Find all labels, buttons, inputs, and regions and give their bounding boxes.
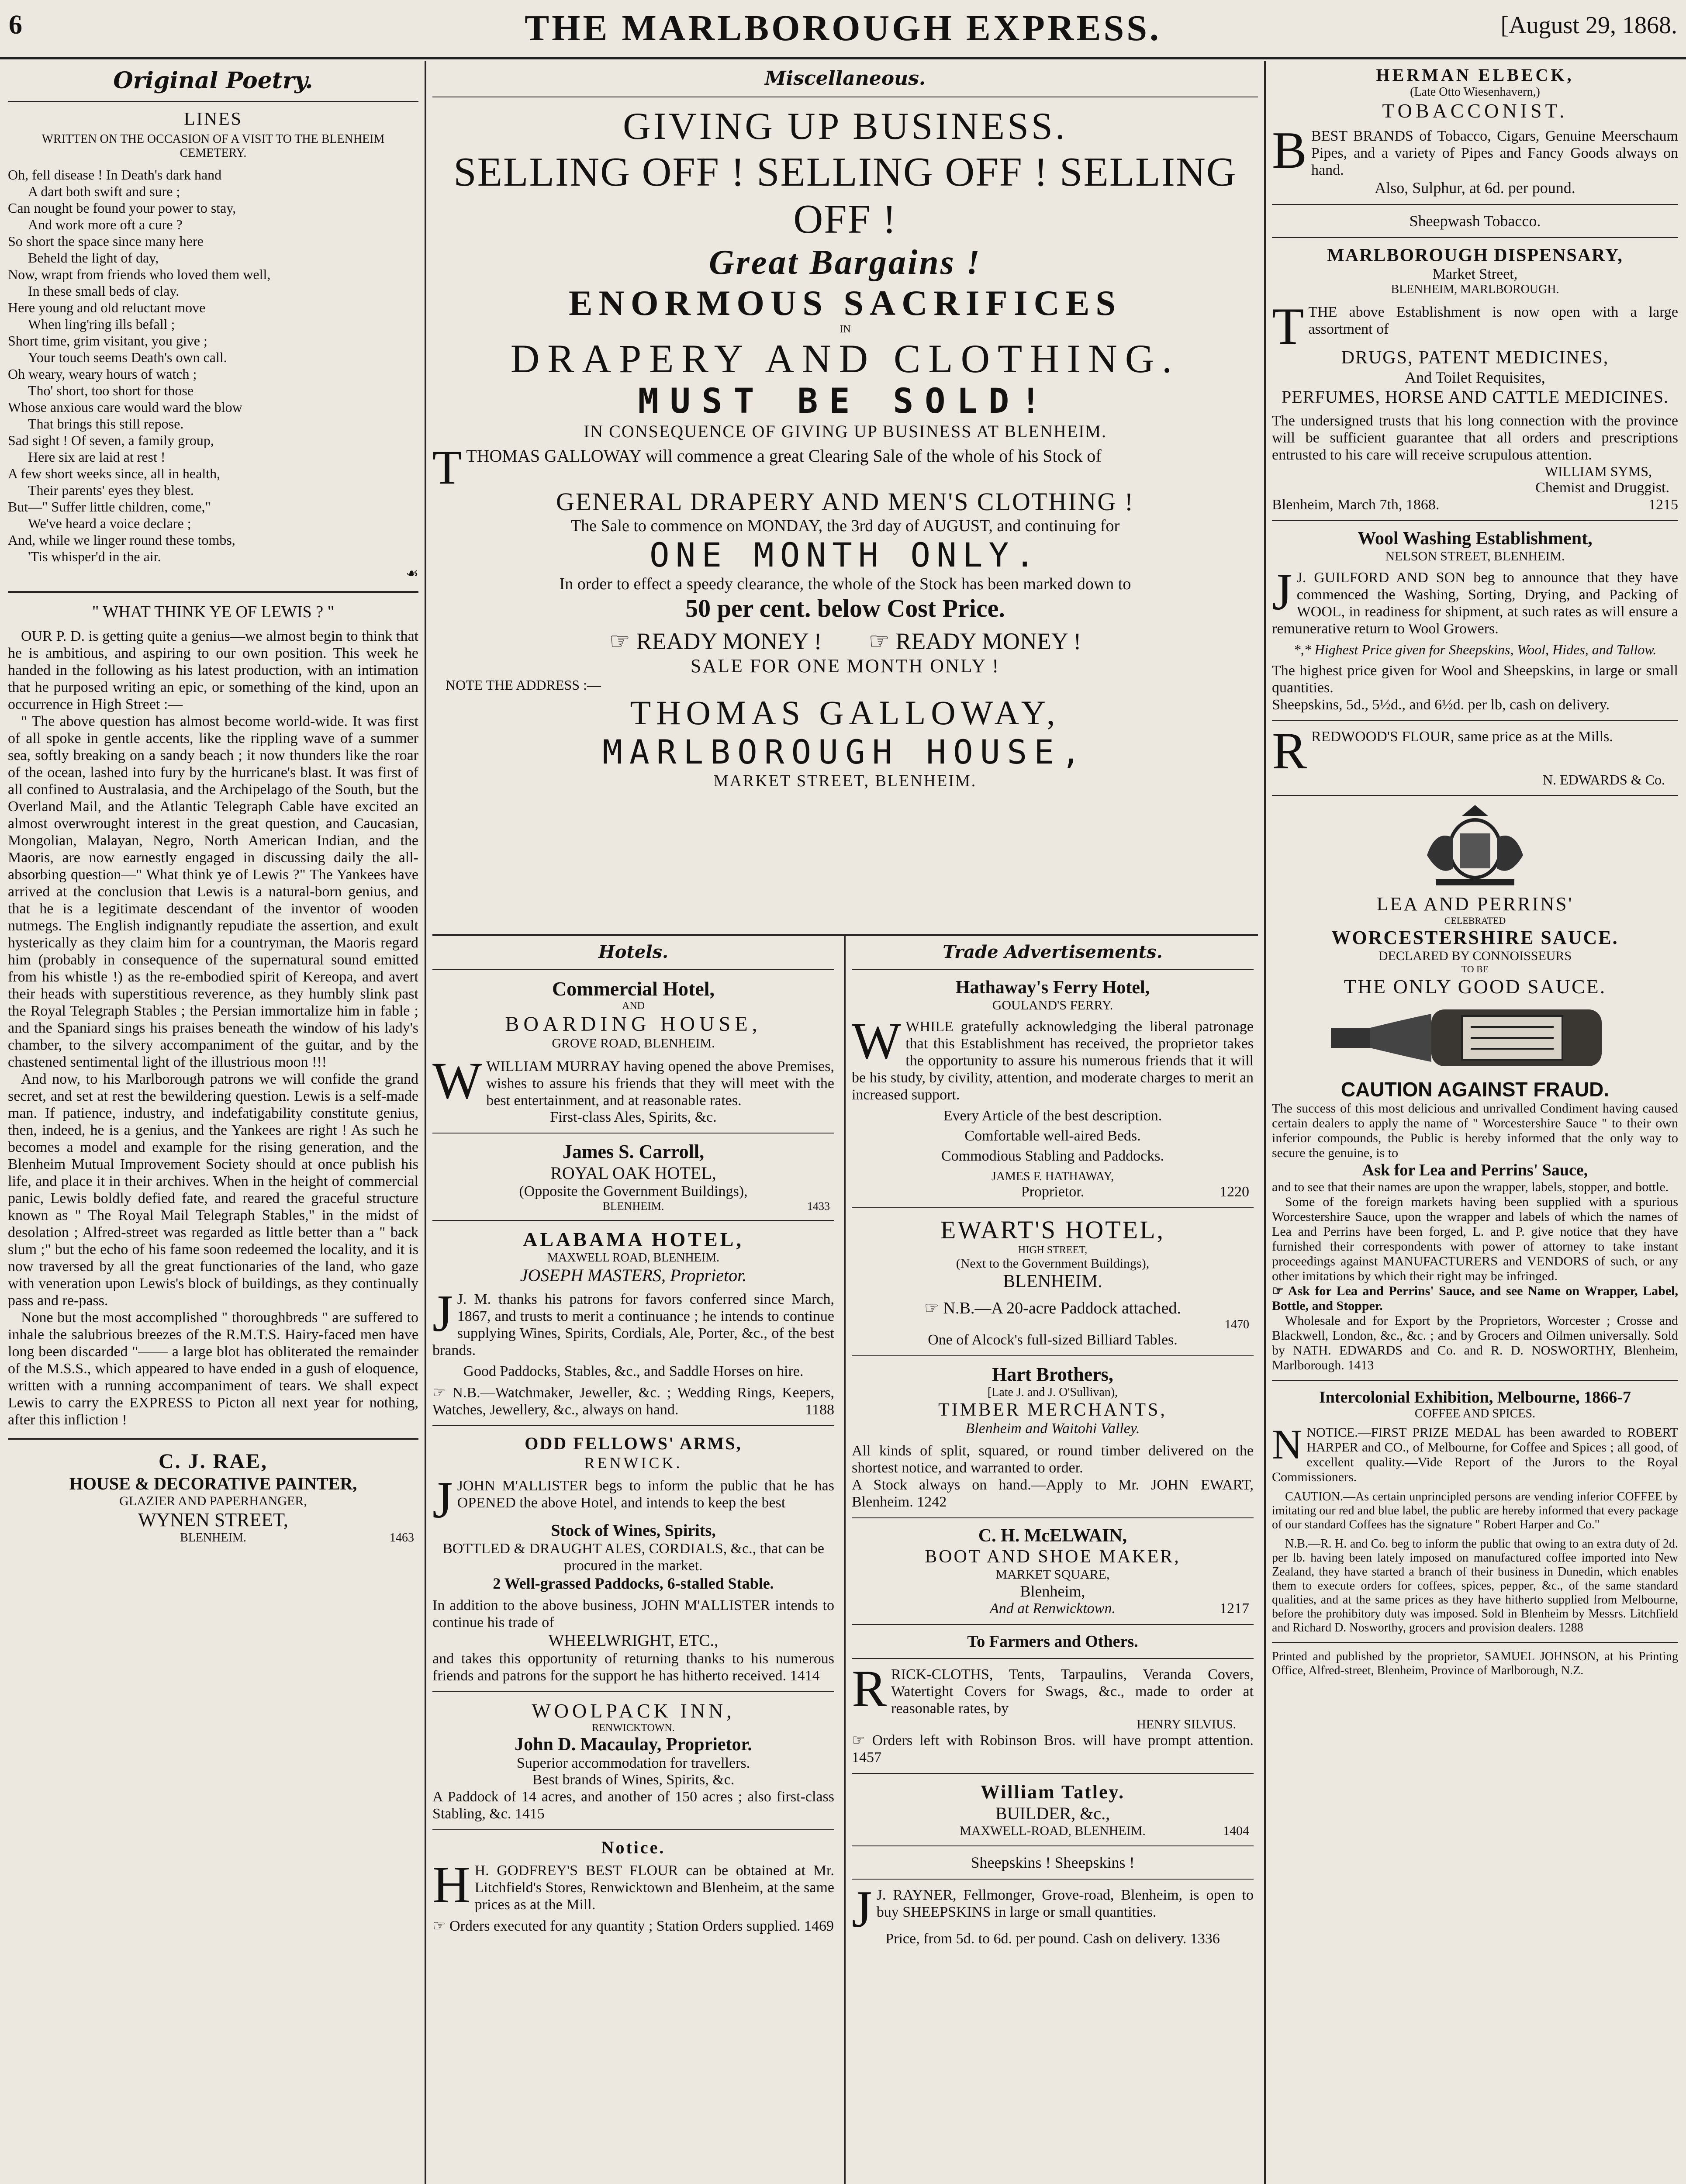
commercial-and: AND	[622, 1000, 645, 1012]
poem-line: A few short weeks since, all in health,	[8, 466, 221, 481]
lea-caution: CAUTION AGAINST FRAUD.	[1341, 1078, 1610, 1101]
divider	[8, 591, 418, 593]
column-2-top	[432, 65, 1258, 934]
hart-stock: A Stock always on hand.—Apply to Mr. JOHN EWART, Blenheim. 1242	[852, 1477, 1254, 1510]
poem-line: A dart both swift and sure ;	[28, 183, 180, 199]
poem-line: Beheld the light of day,	[28, 250, 159, 266]
divider	[432, 1425, 834, 1426]
ewart-st: HIGH STREET,	[1018, 1244, 1088, 1256]
rae-town: BLENHEIM.	[180, 1531, 246, 1545]
redwood-sig: N. EDWARDS & Co.	[1542, 772, 1665, 788]
article-title: " WHAT THINK YE OF LEWIS ? "	[92, 603, 335, 621]
poem-line: And work more oft a cure ?	[28, 217, 183, 232]
elbeck-name: HERMAN ELBECK,	[1376, 65, 1574, 85]
hart-late: [Late J. and J. O'Sullivan),	[987, 1386, 1118, 1399]
hathaway-l3: Commodious Stabling and Paddocks.	[941, 1148, 1164, 1164]
rae-number: 1463	[390, 1531, 414, 1545]
poem-line: Oh weary, weary hours of watch ;	[8, 366, 197, 382]
wool-highest: *,* Highest Price given for Sheepskins, Wool, Hides, and Tallow.	[1293, 642, 1657, 657]
dispensary-l3: PERFUMES, HORSE AND CATTLE MEDICINES.	[1282, 387, 1669, 407]
oddfellows-name: ODD FELLOWS' ARMS,	[525, 1434, 742, 1453]
sauce-bottle-icon	[1322, 1001, 1628, 1075]
alabama-name: ALABAMA HOTEL,	[523, 1228, 744, 1251]
carroll-name: James S. Carroll,	[562, 1141, 705, 1162]
dispensary-l2: And Toilet Requisites,	[1405, 369, 1545, 386]
column-3	[1272, 65, 1678, 2184]
hathaway-l1: Every Article of the best description.	[943, 1108, 1162, 1124]
notice-header: Notice.	[601, 1838, 666, 1857]
ewart-billiard: One of Alcock's full-sized Billiard Tables.	[928, 1332, 1178, 1348]
poem-line: So short the space since many here	[8, 233, 204, 249]
lea-number: 1413	[1347, 1358, 1374, 1372]
alabama-text: J J. M. thanks his patrons for favors conferred since March, 1867, and trusts to merit a continuance ; he intends to continue supplying Wines, Spirits, Cordials, Ale, Porter, &c., of the best brands.	[432, 1284, 834, 1358]
lea-celebrated: CELEBRATED	[1444, 915, 1506, 926]
hart-places: Blenheim and Waitohi Valley.	[965, 1420, 1140, 1437]
lea-ask2: ☞ Ask for Lea and Perrins' Sauce, and see Name on Wrapper, Label, Bottle, and Stopper.	[1272, 1284, 1678, 1313]
dispensary-l1: DRUGS, PATENT MEDICINES,	[1341, 348, 1609, 368]
galloway-line-19: MARKET STREET, BLENHEIM.	[713, 772, 977, 790]
tatley-addr-line	[852, 1824, 1254, 1838]
sheepskins-text: J J. RAYNER, Fellmonger, Grove-road, Blenheim, is open to buy SHEEPSKINS in large or small quantities.	[852, 1880, 1254, 1938]
tatley-number: 1404	[1223, 1824, 1249, 1838]
commercial-text: WWILLIAM MURRAY having opened the above Premises, wishes to assure his friends that they will meet with the best entertainment, and at reasonable rates.	[432, 1051, 834, 1109]
divider	[432, 969, 834, 970]
lea-sauce: WORCESTERSHIRE SAUCE.	[1331, 927, 1619, 948]
dispensary-text2: The undersigned trusts that his long connection with the province will be sufficient guarantee that all orders and prescriptions entrusted to his care will receive scrupulous attention.	[1272, 413, 1678, 463]
poem-line: Your touch seems Death's own call.	[28, 349, 227, 365]
poem-line: Oh, fell disease ! In Death's dark hand	[8, 167, 222, 183]
sheepskins-header: Sheepskins ! Sheepskins !	[971, 1854, 1135, 1871]
carroll-hotel: ROYAL OAK HOTEL,	[550, 1163, 716, 1183]
alabama-addr: MAXWELL ROAD, BLENHEIM.	[547, 1251, 720, 1265]
lea-only: THE ONLY GOOD SAUCE.	[1344, 975, 1607, 998]
commercial-ales: First-class Ales, Spirits, &c.	[550, 1109, 717, 1125]
exhibition-name: Intercolonial Exhibition, Melbourne, 1866-7	[1319, 1388, 1631, 1406]
galloway-line-10: The Sale to commence on MONDAY, the 3rd day of AUGUST, and continuing for	[570, 517, 1120, 535]
hart-trade: TIMBER MERCHANTS,	[938, 1400, 1167, 1420]
hotels-column	[432, 939, 834, 2184]
rae-town-line	[8, 1531, 418, 1545]
ready-money-1: ☞ READY MONEY !	[609, 628, 822, 654]
notice-number: 1469	[804, 1918, 834, 1934]
ewart-town: BLENHEIM.	[1003, 1272, 1102, 1292]
divider	[852, 969, 1254, 970]
divider	[852, 1355, 1254, 1356]
woolpack-town: RENWICKTOWN.	[592, 1722, 675, 1734]
exhibition-number: 1288	[1558, 1621, 1583, 1635]
commercial-name: Commercial Hotel,	[552, 978, 715, 1000]
divider	[1272, 204, 1678, 205]
divider	[852, 1207, 1254, 1208]
rae-name: C. J. RAE,	[158, 1450, 268, 1473]
farmers-number: 1457	[852, 1749, 881, 1766]
dispensary-text: TTHE above Establishment is now open with a large assortment of	[1272, 297, 1678, 355]
divider	[8, 1438, 418, 1440]
hathaway-addr: GOULAND'S FERRY.	[992, 998, 1113, 1013]
oddfellows-town: RENWICK.	[584, 1454, 683, 1472]
ewart-number: 1470	[1225, 1318, 1249, 1331]
ready-money-2: ☞ READY MONEY !	[868, 628, 1081, 654]
divider	[852, 1658, 1254, 1659]
divider	[852, 1845, 1254, 1846]
alabama-nb: ☞ N.B.—Watchmaker, Jeweller, &c. ; Wedding Rings, Keepers, Watches, Jewellery, &c., always on hand. 1188	[432, 1385, 834, 1418]
wool-price: Sheepskins, 5d., 5½d., and 6½d. per lb, cash on delivery.	[1272, 697, 1610, 713]
lea-ask: Ask for Lea and Perrins' Sauce,	[1362, 1161, 1588, 1179]
poem-line: When ling'ring ills befall ;	[28, 316, 175, 332]
article-body	[8, 628, 418, 1428]
lea-text: The success of this most delicious and unrivalled Condiment having caused certain dealers to apply the name of " Worcestershire Sauce " to their own inferior compounds, the Public is hereby informed that the only way to secure the genuine, is to	[1272, 1101, 1678, 1160]
royal-crest-icon	[1418, 803, 1532, 890]
commercial-addr: GROVE ROAD, BLENHEIM.	[552, 1036, 715, 1051]
column-1	[8, 65, 418, 2184]
article-paragraph: And now, to his Marlborough patrons we will confide the grand secret, and set at rest the bewildering question. Lewis is a self-made man. If patience, industry, and indefatigability constitute genius, then, indeed, he is a genius, and the Yankees are right ! As such he becomes a model and example for the rising generation, and the Blenheim Mutual Improvement Society should at once publish his life, and place it in their archives. When in the height of commercial panic, Lewis boldly defied fate, and reared the graceful structure known as " The Royal Mail Telegraph Stables," in the midst of desolation ; Alfred-street was regarded as little better than a " back slum ;" but the echo of his fame soon redeemed the locality, and it is now traversed by all the great functionaries of the land, who gaze with veneration upon Lewis's block of buildings, as they continually pass and re-pass.	[8, 1071, 418, 1309]
issue-date: [August 29, 1868.	[1500, 12, 1677, 39]
divider	[432, 1220, 834, 1221]
article-paragraph: OUR P. D. is getting quite a genius—we almost begin to think that he is ambitious, and aspiring to our own position. This week he handed in the following as his latest production, with an intimation that he purposed writing an epic, or something of the kind, upon an occurrence in High Street :—	[8, 628, 418, 712]
oddfellows-bottled: BOTTLED & DRAUGHT ALES, CORDIALS, &c., that can be procured in the market.	[442, 1541, 824, 1574]
oddfellows-stock: Stock of Wines, Spirits,	[551, 1521, 716, 1540]
page-number: 6	[9, 10, 22, 40]
alabama-number: 1188	[805, 1402, 834, 1418]
hathaway-text: WWHILE gratefully acknowledging the liberal patronage that this Establishment has received, the proprietor takes the opportunity to assure his numerous friends that it will be his study, by civility, attention, and moderate charges to merit an increased support.	[852, 1012, 1254, 1103]
divider	[8, 101, 418, 102]
lea-text4: Wholesale and for Export by the Proprietors, Worcester ; Crosse and Blackwell, London, &c., &c. ; and by Grocers and Oilmen universally. Sold by NATH. EDWARDS and Co. and R. D. NOSWORTHY, Blenheim, Marlborough. 1413	[1272, 1313, 1678, 1372]
section-header-misc: Miscellaneous.	[764, 67, 926, 90]
wool-name: Wool Washing Establishment,	[1358, 529, 1593, 549]
elbeck-sheepwash: Sheepwash Tobacco.	[1409, 212, 1541, 230]
hathaway-number: 1220	[1220, 1184, 1249, 1200]
woolpack-name: WOOLPACK INN,	[532, 1700, 735, 1722]
poem-line: Tho' short, too short for those	[28, 383, 194, 398]
divider	[1272, 795, 1678, 796]
section-header-hotels: Hotels.	[598, 942, 669, 962]
divider	[432, 1829, 834, 1830]
poem-line: Their parents' eyes they blest.	[28, 482, 194, 498]
dispensary-st: Market Street,	[1432, 266, 1518, 282]
woolpack-l2: Best brands of Wines, Spirits, &c.	[532, 1772, 735, 1788]
rae-sub: GLAZIER AND PAPERHANGER,	[119, 1494, 307, 1508]
poem-line: Here six are laid at rest !	[28, 449, 166, 465]
galloway-line-1: GIVING UP BUSINESS.	[623, 105, 1068, 148]
poem-line: 'Tis whisper'd in the air.	[28, 549, 161, 564]
divider	[852, 1624, 1254, 1625]
masthead	[0, 0, 1686, 59]
divider	[1272, 237, 1678, 238]
oddfellows-text3: and takes this opportunity of returning thanks to his numerous friends and patrons for the support he has hitherto received. 1414	[432, 1651, 834, 1684]
newspaper-title: THE MARLBOROUGH EXPRESS.	[525, 8, 1161, 48]
elbeck-sulphur: Also, Sulphur, at 6d. per pound.	[1375, 179, 1575, 197]
poem-body	[8, 166, 418, 565]
divider	[852, 1517, 1254, 1518]
hart-name: Hart Brothers,	[992, 1364, 1113, 1385]
oddfellows-text: JJOHN M'ALLISTER begs to inform the public that he has OPENED the above Hotel, and intends to keep the best	[432, 1471, 834, 1529]
section-header-poetry: Original Poetry.	[113, 67, 313, 94]
section-header-trade: Trade Advertisements.	[943, 942, 1163, 962]
oddfellows-paddocks: 2 Well-grassed Paddocks, 6-stalled Stable.	[493, 1575, 774, 1592]
hathaway-name: Hathaway's Ferry Hotel,	[955, 978, 1150, 998]
galloway-line-18: MARLBOROUGH HOUSE,	[602, 733, 1088, 771]
oddfellows-text2: In addition to the above business, JOHN M'ALLISTER intends to continue his trade of	[432, 1597, 834, 1631]
notice-orders: ☞ Orders executed for any quantity ; Station Orders supplied. 1469	[432, 1918, 834, 1934]
poem-line: Can nought be found your power to stay,	[8, 200, 236, 216]
galloway-line-5: DRAPERY AND CLOTHING.	[510, 336, 1180, 381]
alabama-prop: JOSEPH MASTERS, Proprietor.	[520, 1265, 747, 1285]
ewart-nb: ☞ N.B.—A 20-acre Paddock attached.	[924, 1299, 1182, 1317]
galloway-line-3: Great Bargains !	[708, 243, 982, 282]
imprint: Printed and published by the proprietor, SAMUEL JOHNSON, at his Printing Office, Alfred-street, Blenheim, Province of Marlborough, N.Z.	[1272, 1650, 1678, 1677]
commercial-bh: BOARDING HOUSE,	[505, 1013, 762, 1036]
column-rule-1	[425, 61, 426, 2184]
poem-line: That brings this still repose.	[28, 416, 184, 432]
poem-line: Short time, grim visitant, you give ;	[8, 333, 207, 349]
column-rule-inner	[844, 935, 846, 2184]
farmers-orders: ☞ Orders left with Robinson Bros. will have prompt attention. 1457	[852, 1732, 1254, 1766]
oddfellows-number: 1414	[790, 1668, 820, 1684]
divider	[432, 934, 1258, 936]
poem-line: Sad sight ! Of seven, a family group,	[8, 432, 214, 448]
woolpack-l1: Superior accommodation for travellers.	[516, 1755, 750, 1771]
wool-st: NELSON STREET, BLENHEIM.	[1385, 549, 1565, 563]
divider	[1272, 1642, 1678, 1643]
rae-street: WYNEN STREET,	[138, 1509, 288, 1531]
woolpack-l3: A Paddock of 14 acres, and another of 150 acres ; also first-class Stabling, &c. 1415	[432, 1789, 834, 1822]
mcelwain-sq: MARKET SQUARE,	[995, 1567, 1110, 1582]
divider	[1272, 1380, 1678, 1381]
hart-text: All kinds of split, squared, or round timber delivered on the shortest notice, and warranted to order.	[852, 1443, 1254, 1476]
divider	[852, 1879, 1254, 1880]
mcelwain-and: And at Renwicktown.	[989, 1600, 1116, 1617]
galloway-line-11: ONE MONTH ONLY.	[649, 536, 1041, 574]
hathaway-sig2: Proprietor.	[1021, 1184, 1085, 1200]
lea-text3: Some of the foreign markets having been supplied with a spurious Worcestershire Sauce, upon the wrapper and labels of which the names of Lea and Perrins have been forged, L. and P. give notice that they have furnished their correspondents with power of attorney to take instant proceedings against MANUFACTURERS and VENDORS of such, or any other imitations by which their right may be infringed.	[1272, 1195, 1678, 1283]
galloway-line-4b: IN	[840, 324, 851, 335]
exhibition-caution: CAUTION.—As certain unprincipled persons are vending inferior COFFEE by imitating our red and blue label, the public are hereby informed that every package of our standard Coffees has the signature " Robert Harper and Co."	[1272, 1490, 1678, 1531]
galloway-line-8: TTHOMAS GALLOWAY will commence a great Clearing Sale of the whole of his Stock of	[432, 441, 1102, 494]
divider	[1272, 720, 1678, 721]
sheepskins-price: Price, from 5d. to 6d. per pound. Cash on delivery. 1336	[885, 1931, 1220, 1947]
poem-line: Now, wrapt from friends who loved them well,	[8, 266, 271, 282]
tatley-addr: MAXWELL-ROAD, BLENHEIM.	[960, 1824, 1146, 1838]
mcelwain-and-line	[852, 1600, 1254, 1617]
rae-trade: HOUSE & DECORATIVE PAINTER,	[69, 1474, 357, 1493]
poem-subtitle: WRITTEN ON THE OCCASION OF A VISIT TO THE BLENHEIM CEMETERY.	[41, 132, 385, 160]
hathaway-sig-line	[852, 1184, 1254, 1200]
galloway-line-17: THOMAS GALLOWAY,	[630, 694, 1061, 732]
article-paragraph: None but the most accomplished " thoroughbreds " are suffered to inhale the salubrious breezes of the R.M.T.S. Hairy-faced men have long been discarded "—— a large blot has obliterated the remainder of the M.S.S., which appeared to have ended in a gush of eloquence, written with a running accompaniment of tears. We shall expect Lewis to carry the EXPRESS to Picton all next year for nothing, after this infliction !	[8, 1310, 418, 1428]
galloway-line-15: SALE FOR ONE MONTH ONLY !	[690, 655, 1000, 677]
sheepskins-number: 1336	[1190, 1931, 1220, 1947]
mcelwain-number: 1217	[1220, 1600, 1249, 1617]
hart-number: 1242	[917, 1494, 947, 1510]
mcelwain-trade: BOOT AND SHOE MAKER,	[925, 1547, 1181, 1567]
dispensary-date-line: Blenheim, March 7th, 1868. 1215	[1272, 497, 1678, 513]
oddfellows-trade: WHEELWRIGHT, ETC.,	[548, 1631, 719, 1650]
poem-line: In these small beds of clay.	[28, 283, 180, 299]
tatley-name: William Tatley.	[980, 1781, 1125, 1803]
wool-text: J J. GUILFORD AND SON beg to announce that they have commenced the Washing, Sorting, Drying, and Packing of WOOL, in readiness for shipment, at such rates as will ensure a remunerative return to Wool Growers.	[1272, 563, 1678, 637]
poem-line: Here young and old reluctant move	[8, 300, 206, 315]
galloway-line-4: ENORMOUS SACRIFICES	[568, 283, 1122, 323]
galloway-line-6: MUST BE SOLD!	[638, 382, 1053, 421]
woolpack-prop: John D. Macaulay, Proprietor.	[515, 1735, 752, 1755]
hathaway-sig: JAMES F. HATHAWAY,	[991, 1170, 1114, 1183]
divider	[432, 1691, 834, 1692]
woolpack-number: 1415	[515, 1806, 545, 1822]
lea-tobe: TO BE	[1461, 964, 1489, 975]
carroll-town-line	[432, 1200, 834, 1213]
elbeck-text: BBEST BRANDS of Tobacco, Cigars, Genuine Meerschaum Pipes, and a variety of Pipes and Fancy Goods always on hand.	[1272, 121, 1678, 179]
carroll-opp: (Opposite the Government Buildings),	[519, 1183, 748, 1199]
lea-text2: and to see that their names are upon the wrapper, labels, stopper, and bottle.	[1272, 1180, 1669, 1194]
galloway-line-14	[432, 627, 1258, 655]
end-mark-icon: ☙	[406, 565, 418, 581]
poem-line: We've heard a voice declare ;	[28, 515, 191, 531]
carroll-number: 1433	[807, 1200, 830, 1213]
farmers-header: To Farmers and Others.	[967, 1632, 1138, 1651]
carroll-town: BLENHEIM.	[602, 1200, 664, 1213]
lea-declared: DECLARED BY CONNOISSEURS	[1378, 949, 1572, 963]
exhibition-nb: N.B.—R. H. and Co. beg to inform the public that owing to an extra duty of 2d. per lb. having been lately imposed on manufactured coffee imported into New Zealand, they have started a branch of their business in Dunedin, which enables them to execute orders for coffees, spices, pepper, &c., of the same standard qualities, and at the same prices as they have hitherto supplied from Melbourne, before the prohibitory duty was imposed. Sold in Blenheim by Messrs. Litchfield and Richard D. Nosworthy, grocers and provision dealers. 1288	[1272, 1537, 1678, 1635]
dispensary-town: BLENHEIM, MARLBOROUGH.	[1391, 283, 1559, 296]
article-paragraph: " The above question has almost become world-wide. It was first of all spoke in gentle accents, like the rippling wave of a summer sea, softly breaking on a sandy beach ; it now thunders like the roar of the ocean, lashed into fury by the hurricane's blast. It was first of all confined to Australasia, and the Archipelago of the South, but the Overland Mail, and the Atlantic Telegraph Cable have excited an almost overwrought interest in the great question, and Caucasian, Mongolian, Malayan, Negro, North American Indian, and the Maoris, are now earnestly engaged in discussing daily the all-absorbing question—" What think ye of Lewis ?" The Yankees have arrived at the conclusion that Lewis is a natural-born genius, and that he is a legitimate descendant of the inventor of wooden nutmegs. The English indignantly repudiate the assertion, and exult hysterically as they claim him for a countryman, the Maoris regard him (probably in consequence of the supernatural sound emitted from his whistle !) as the re-embodied spirit of Kereopa, and avert their heads with superstitious reverence, as they humbly slink past the Royal Telegraph Stables ; the Persian immortalize him in fable ; and the Spaniard sings his praises beneath the window of his lady's chamber, to the silvery accompaniment of the guitar, and by the chastened sentimental light of the illustrious moon !!!	[8, 713, 418, 1070]
exhibition-sub: COFFEE AND SPICES.	[1414, 1407, 1536, 1420]
poem-line: But—" Suffer little children, come,"	[8, 499, 211, 515]
poem-line: Whose anxious care would ward the blow	[8, 399, 242, 415]
dispensary-sig: WILLIAM SYMS,	[1544, 463, 1652, 479]
trade-column	[852, 939, 1254, 2184]
farmers-text: RRICK-CLOTHS, Tents, Tarpaulins, Veranda Covers, Watertight Covers for Swags, &c., made to order at reasonable rates, by	[852, 1659, 1254, 1717]
mcelwain-town: Blenheim,	[1020, 1583, 1085, 1600]
galloway-line-16: NOTE THE ADDRESS :—	[446, 677, 601, 693]
divider	[852, 1773, 1254, 1774]
tatley-trade: BUILDER, &c.,	[995, 1804, 1110, 1823]
galloway-line-2: SELLING OFF ! SELLING OFF ! SELLING OFF !	[453, 149, 1237, 242]
column-rule-2	[1264, 61, 1266, 2184]
galloway-line-9: GENERAL DRAPERY AND MEN'S CLOTHING !	[556, 487, 1135, 516]
dispensary-sig2: Chemist and Druggist.	[1535, 480, 1669, 496]
dispensary-number: 1215	[1648, 497, 1678, 513]
exhibition-text: NNOTICE.—FIRST PRIZE MEDAL has been awarded to ROBERT HARPER and CO., of Melbourne, for Coffee and Spices ; all good, of excellent quality.—Vide Report of the Jurors to the Royal Commissioners.	[1272, 1421, 1678, 1484]
elbeck-late: (Late Otto Wiesenhavern,)	[1410, 85, 1540, 99]
galloway-line-13: 50 per cent. below Cost Price.	[685, 594, 1005, 622]
poem-title: LINES	[184, 109, 242, 129]
divider	[1272, 520, 1678, 521]
farmers-sig: HENRY SILVIUS.	[1137, 1717, 1236, 1731]
redwood-text: RREDWOOD'S FLOUR, same price as at the Mills.	[1272, 722, 1613, 780]
elbeck-trade: TOBACCONIST.	[1382, 100, 1568, 122]
notice-text: H H. GODFREY'S BEST FLOUR can be obtained at Mr. Litchfield's Stores, Renwicktown and Blenheim, at the same prices as at the Mill.	[432, 1856, 834, 1914]
galloway-line-7: IN CONSEQUENCE OF GIVING UP BUSINESS AT BLENHEIM.	[583, 422, 1107, 441]
mcelwain-name: C. H. McELWAIN,	[978, 1526, 1127, 1546]
alabama-paddocks: Good Paddocks, Stables, &c., and Saddle Horses on hire.	[463, 1363, 804, 1379]
rae-advert	[8, 1449, 418, 1545]
wool-text2: The highest price given for Wool and Sheepskins, in large or small quantities.	[1272, 663, 1678, 696]
dispensary-name: MARLBOROUGH DISPENSARY,	[1327, 245, 1623, 266]
hathaway-l2: Comfortable well-aired Beds.	[964, 1128, 1141, 1144]
poem-line: And, while we linger round these tombs,	[8, 532, 235, 548]
galloway-line-12: In order to effect a speedy clearance, the whole of the Stock has been marked down to	[559, 575, 1131, 593]
lea-name: LEA AND PERRINS'	[1376, 893, 1574, 915]
ewart-name: EWART'S HOTEL,	[940, 1216, 1165, 1244]
ewart-next: (Next to the Government Buildings),	[956, 1256, 1150, 1271]
